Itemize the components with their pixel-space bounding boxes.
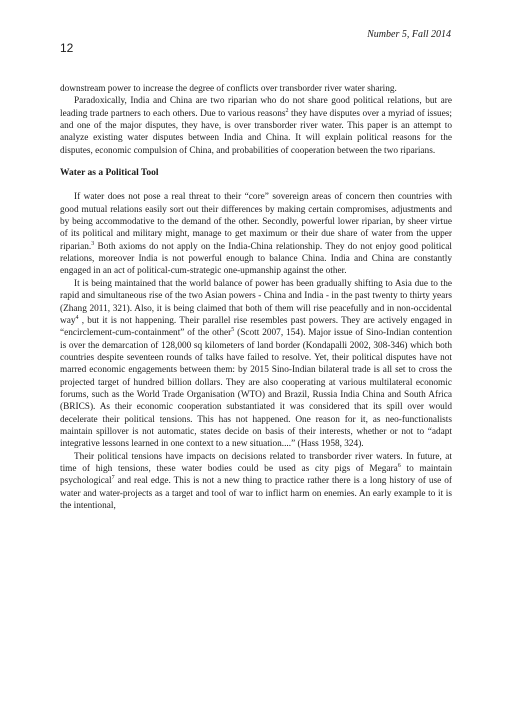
section-heading: Water as a Political Tool (60, 168, 159, 179)
paragraph-political-tensions (60, 451, 452, 513)
paragraph-paradox (60, 95, 452, 157)
paragraph-text: and real edge. This is not a new thing to practice rather there is a long history of use of water and water-projects as a target and tool of war to inflict harm on enemies. An early example to it is the intentional, (60, 476, 452, 511)
paragraph-intro-end: downstream power to increase the degree of conflicts over transborder river water sharing. (60, 84, 397, 94)
paragraph-text: Paradoxically, India and China are two riparian who do not share good political relations, but are leading trade partners to each others. Due to various reasons (60, 96, 452, 119)
page-number: 12 (60, 41, 74, 55)
footnote-ref: 6 (397, 462, 401, 469)
paragraph-text: It is being maintained that the world balance of power has been gradually shifting to Asia due to the rapid and simultaneous rise of the two Asian powers - China and India - in the past twenty to thirty years (Zhang 2011, 321). Also, it is being claimed that both of them will rise peacefully and in non-occidental way (60, 278, 452, 326)
paragraph-text: Their political tensions have impacts on decisions related to transborder river waters. In future, at time of high tensions, these water bodies could be used as city pigs of Megara (60, 451, 452, 474)
paragraph-core-concern (60, 191, 452, 277)
paragraph-text: Both axioms do not apply on the India-China relationship. They do not enjoy good political relations, moreover India is not powerful enough to balance China. India and China are constantly engaged in an act of political-cum-strategic one-upmanship against the other. (60, 241, 452, 277)
footnote-ref: 5 (231, 327, 235, 334)
footnote-ref: 2 (285, 107, 289, 114)
page-header (60, 29, 451, 59)
footnote-ref: 3 (91, 240, 95, 247)
paragraph-text: to maintain psychological (60, 463, 452, 487)
footnote-ref: 7 (111, 475, 115, 482)
paragraph-balance-of-power (60, 278, 452, 451)
paragraph-text: , but it is not happening. Their parallel rise resembles past powers. They are actively engaged in “encirclement-cum-containment” of the other (60, 315, 452, 339)
journal-issue-label: Number 5, Fall 2014 (367, 29, 451, 40)
paragraph-text: they have disputes over a myriad of issues; and one of the major disputes, they have, is over transborder river water. This paper is an attempt to analyze existing water disputes between India and China. It will explain political reasons for the disputes, economic compulsion of China, and probabilities of cooperation between the two riparians. (60, 108, 452, 156)
paragraph-text: If water does not pose a real threat to their “core” sovereign areas of concern then countries with good mutual relations easily sort out their differences by making certain compromises, adjustments and by being accommodative to the demand of the other. Secondly, powerful lower riparian, by sheer virtue of its political and military might, manage to get maximum or their due share of water from the upper riparian. (60, 192, 452, 252)
article-body (60, 83, 452, 512)
footnote-ref: 4 (75, 314, 79, 321)
paragraph-text: (Scott 2007, 154). Major issue of Sino-Indian contention is over the demarcation of 128,000 sq kilometers of land border (Kondapalli 2002, 308-346) which both countries despite seventeen rounds of talks have failed to resolve. Yet, their political disputes have not marred economic engagements between them: by 2015 Sino-Indian bilateral trade is all set to cross the projected target of hundred billion dollars. They are also cooperating at various multilateral economic forums, such as the World Trade Organisation (WTO) and Brazil, Russia India China and South Africa (BRICS). As their economic cooperation substantiated it was considered that its spill over would decelerate their political tensions. This has not happened. One reason for it, as neo-functionalists maintain spillover is not automatic, states decide on basis of their interests, whether or not to “adapt integrative lessons learned in one context to a new situation....” (Hass 1958, 324). (60, 328, 452, 450)
